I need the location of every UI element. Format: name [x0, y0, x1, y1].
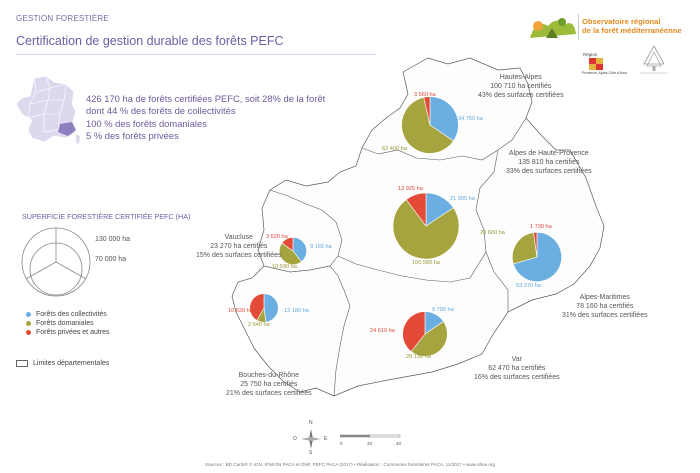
swatch-collectivites-icon [26, 312, 31, 317]
dept-name: Alpes-Maritimes [579, 294, 630, 301]
dept-share: 31% des surfaces certifiées [562, 311, 648, 319]
dept-name: Var [511, 356, 522, 363]
label-hautes-alpes-collectivites: 34 750 ha [458, 116, 483, 122]
dept-share: 16% des surfaces certifiées [474, 373, 560, 381]
dept-bouches-du-rhone [226, 372, 312, 398]
label-hautes-alpes-privees: 3 560 ha [414, 92, 436, 98]
dept-name: Vaucluse [224, 234, 253, 241]
label-ahp-domaniales: 100 580 ha [412, 260, 440, 266]
swatch-privees-icon [26, 330, 31, 335]
summary-collectivites: dont 44 % des forêts de collectivités [86, 105, 236, 117]
summary-total: 426 170 ha de forêts certifiées PEFC, soit 28% de la forêt [86, 93, 326, 104]
legend-title: SUPERFICIE FORESTIÈRE CERTIFIÉE PEFC (HA) [22, 212, 191, 221]
limits-swatch-icon [16, 360, 28, 367]
page-title: Certification de gestion durable des forêts PEFC [16, 34, 284, 48]
dept-alpes-maritimes [562, 294, 648, 320]
dept-share: 43% des surfaces certifiées [478, 91, 564, 99]
legend-scale-small: 70 000 ha [95, 256, 127, 263]
compass-e: E [324, 436, 328, 442]
observatoire-line2: de la forêt méditerranéenne [582, 26, 682, 35]
dept-certified: 78 160 ha certifiés [576, 302, 634, 310]
compass-n: N [309, 420, 313, 426]
dept-name: Hautes-Alpes [499, 74, 542, 81]
legend-item-domaniales [26, 320, 94, 327]
legend-item-collectivites [26, 311, 107, 318]
label-ahp-collectivites: 21 305 ha [450, 196, 475, 202]
label-bdr-domaniales: 2 640 ha [248, 322, 270, 328]
label-var-privees: 24 610 ha [370, 328, 395, 334]
dept-name: Bouches-du-Rhône [238, 372, 299, 379]
kicker: GESTION FORESTIÈRE [16, 14, 109, 23]
dept-certified: 135 810 ha certifiés [518, 158, 580, 166]
label-vaucluse-privees: 3 520 ha [266, 234, 288, 240]
label-alpes-maritimes-collectivites: 53 370 ha [516, 283, 541, 289]
dept-share: 15% des surfaces certifiées [196, 251, 282, 259]
pie-slice-bdr-collectivites [264, 294, 278, 322]
legend-limits [16, 360, 109, 367]
label-alpes-maritimes-domaniales: 20 600 ha [480, 230, 505, 236]
dept-hautes-alpes [478, 74, 564, 100]
dept-certified: 62 470 ha certifiés [488, 364, 546, 372]
label-var-domaniales: 28 130 ha [406, 354, 431, 360]
compass-o: O [293, 436, 297, 442]
label-vaucluse-domaniales: 10 590 ha [272, 264, 297, 270]
label-alpes-maritimes-privees: 1 730 ha [530, 224, 552, 230]
compass-s: S [309, 450, 313, 456]
dept-certified: 100 710 ha certifiés [490, 82, 552, 90]
legend-scale-large: 130 000 ha [95, 236, 131, 243]
dept-share: 21% des surfaces certifiées [226, 389, 312, 397]
region-label: Région [583, 52, 598, 57]
label-ahp-privees: 13 925 ha [398, 186, 423, 192]
swatch-domaniales-icon [26, 321, 31, 326]
dept-var [474, 356, 560, 382]
legend-label: Forêts des collectivités [36, 311, 107, 318]
dept-name: Alpes de Haute-Provence [508, 150, 589, 157]
scale-bar [340, 434, 404, 440]
region-name: Provence-Alpes-Côte d'Azur [582, 71, 628, 75]
label-var-collectivites: 9 700 ha [432, 307, 454, 313]
dept-certified: 23 270 ha certifiés [210, 242, 268, 250]
legend-label: Forêts privées et autres [36, 329, 110, 336]
observatoire-line1: Observatoire régional [582, 17, 661, 26]
legend-item-privees [26, 329, 110, 336]
legend-label: Forêts domaniales [36, 320, 94, 327]
dept-share: 33% des surfaces certifiées [506, 167, 592, 175]
scale-tick-0: 0 [340, 441, 343, 446]
summary-domaniales: 100 % des forêts domaniales [86, 117, 207, 129]
summary-privees: 5 % des forêts privées [86, 130, 179, 142]
scale-tick-20: 20 [367, 441, 373, 446]
limits-label: Limites départementales [33, 360, 110, 367]
legend-proportional-circles [20, 226, 92, 298]
label-vaucluse-collectivites: 9 165 ha [310, 244, 332, 250]
label-bdr-privees: 10 620 ha [228, 308, 253, 314]
dept-certified: 25 750 ha certifiés [240, 380, 298, 388]
scale-tick-40: 40 [396, 441, 402, 446]
dept-alpes-de-haute-provence [506, 150, 592, 176]
label-hautes-alpes-domaniales: 62 400 ha [382, 146, 407, 152]
source-credits: Sources : BD Carto® © IGN, IFN/IGN PACA et ONF, PEFC PACA (2017) • Réalisation : Communes forestières PACA, 11/2017 • www.ofme.org [204, 462, 496, 467]
label-bdr-collectivites: 12 180 ha [284, 308, 309, 314]
